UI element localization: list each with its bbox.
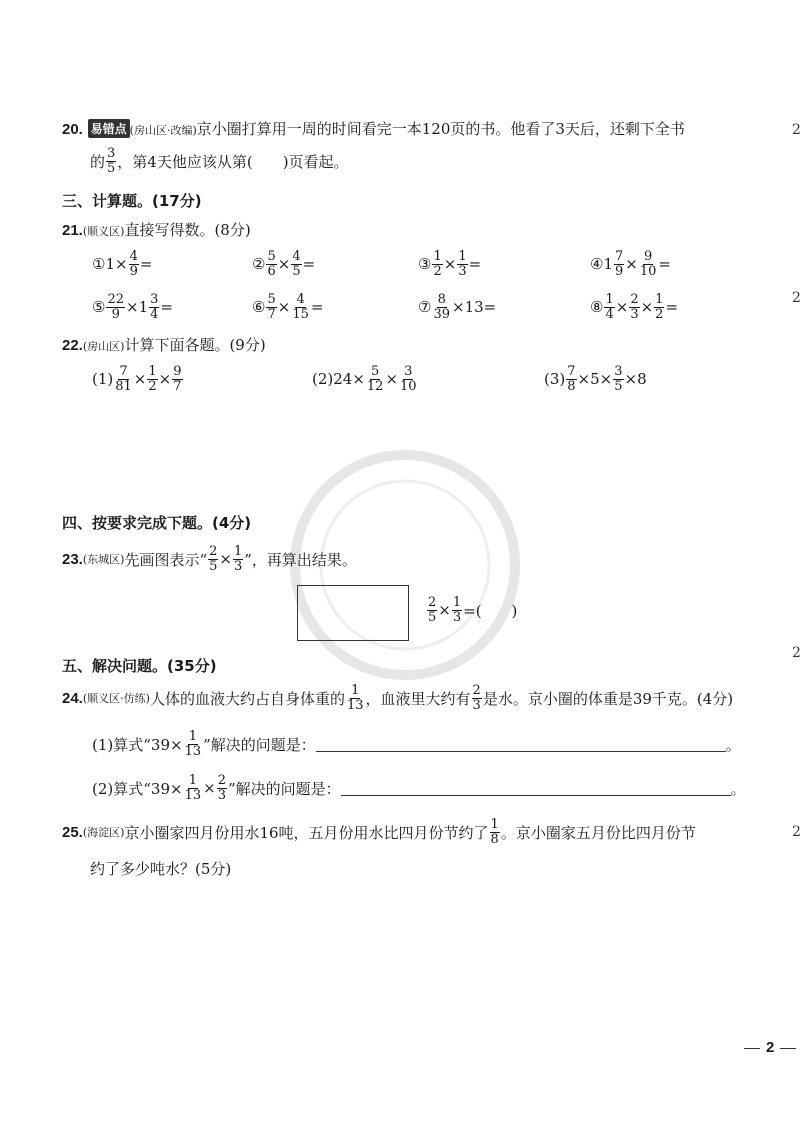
- edge-char-1: 2: [792, 122, 801, 138]
- edge-char-3: 2: [792, 645, 801, 661]
- q25-line2: 约了多少吨水？(5分): [90, 860, 232, 878]
- error-prone-tag: 易错点: [88, 119, 130, 138]
- q20-text-1: 京小圈打算用一周的时间看完一本120页的书。他看了3天后，还剩下全书: [196, 120, 685, 138]
- q20-fraction: $\frac{3}{5}$: [107, 146, 116, 176]
- answer-blank[interactable]: =( ): [463, 601, 518, 620]
- q21-title: [62, 219, 251, 240]
- q23-source: (东城区): [82, 553, 125, 567]
- q25-source: (海淀区): [82, 826, 125, 840]
- q23-number: 23.: [62, 550, 83, 568]
- section-4-heading: 四、按要求完成下题。(4分): [62, 514, 252, 532]
- q22-source: (房山区): [82, 340, 125, 353]
- q24-title: 24. (顺义区·仿练) 人体的血液大约占自身体重的 $\frac{1}{13}$ ，血液里大约有 $\frac{2}{3}$ 是水。京小圈的体重是39千克。(4分): [62, 683, 734, 713]
- q23-title: 23. (东城区) 先画图表示“ $\frac{2}{5}$ × $\frac{1}{3}$ ”，再算出结果。: [62, 544, 357, 574]
- answer-line-1[interactable]: [316, 737, 726, 752]
- q22-title: [62, 334, 266, 355]
- q21-item-2: ② $\frac{5}{6}$ × $\frac{4}{5}$ =: [252, 249, 316, 279]
- q21-item-6: ⑥ $\frac{5}{7}$ × $\frac{4}{15}$ =: [252, 292, 324, 322]
- answer-line-2[interactable]: [341, 781, 731, 796]
- q24-sub-1: (1)算式“39× $\frac{1}{13}$ ”解决的问题是： 。: [92, 729, 741, 759]
- q21-title-text: 直接写得数。(8分): [124, 221, 251, 239]
- q22-title-text: 计算下面各题。(9分): [124, 336, 266, 354]
- q21-item-5: ⑤ $\frac{22}{9}$ ×1 $\frac{3}{4}$ =: [92, 292, 173, 322]
- q25-number: 25.: [62, 823, 83, 841]
- q21-number: 21.: [62, 222, 83, 239]
- section-3-heading: 三、计算题。(17分): [62, 192, 202, 210]
- page-number-footer: [738, 1038, 802, 1056]
- q21-item-4: ④1 $\frac{7}{9}$ × $\frac{9}{10}$ =: [590, 249, 671, 279]
- q22-expr-3: (3) $\frac{7}{8}$ ×5× $\frac{3}{5}$ ×8: [544, 364, 647, 394]
- q23-equation: $\frac{2}{5}$ × $\frac{1}{3}$ =( ): [428, 595, 518, 625]
- q24-source: (顺义区·仿练): [82, 692, 150, 706]
- edge-char-4: 2: [792, 824, 801, 840]
- section-5-heading: 五、解决问题。(35分): [62, 657, 217, 675]
- q21-item-7: ⑦ $\frac{8}{39}$ ×13=: [418, 292, 497, 322]
- q21-source: (顺义区): [82, 225, 125, 238]
- q21-item-8: ⑧ $\frac{1}{4}$ × $\frac{2}{3}$ × $\frac{1}{2}$ =: [590, 292, 679, 322]
- q20-text-2-post: ，第4天他应该从第( )页看起。: [117, 152, 349, 171]
- q22-expr-1: (1) $\frac{7}{81}$ × $\frac{1}{2}$ × $\frac{9}{7}$: [92, 364, 182, 394]
- q20-text-2-pre: 的: [90, 152, 106, 171]
- q25-line1: 25. (海淀区) 京小圈家四月份用水16吨，五月份用水比四月份节约了 $\frac{1}{8}$ 。京小圈家五月份比四月份节: [62, 817, 696, 847]
- q20-number: 20.: [62, 121, 83, 138]
- q22-number: 22.: [62, 337, 83, 354]
- page-number: 2: [766, 1039, 775, 1056]
- q24-sub-2: (2)算式“39× $\frac{1}{13}$ × $\frac{2}{3}$ ”解决的问题是： 。: [92, 773, 746, 803]
- q21-item-1: ①1× $\frac{4}{9}$ =: [92, 249, 153, 279]
- q24-number: 24.: [62, 689, 83, 707]
- q21-item-3: ③ $\frac{1}{2}$ × $\frac{1}{3}$ =: [418, 249, 482, 279]
- q20-source: (房山区·改编): [129, 124, 197, 137]
- q20-line1: [62, 118, 685, 139]
- q20-line2: [90, 147, 349, 175]
- edge-char-2: 2: [792, 290, 801, 306]
- drawing-rectangle[interactable]: [297, 585, 409, 641]
- q22-expr-2: (2)24× $\frac{5}{12}$ × $\frac{3}{10}$: [312, 364, 417, 394]
